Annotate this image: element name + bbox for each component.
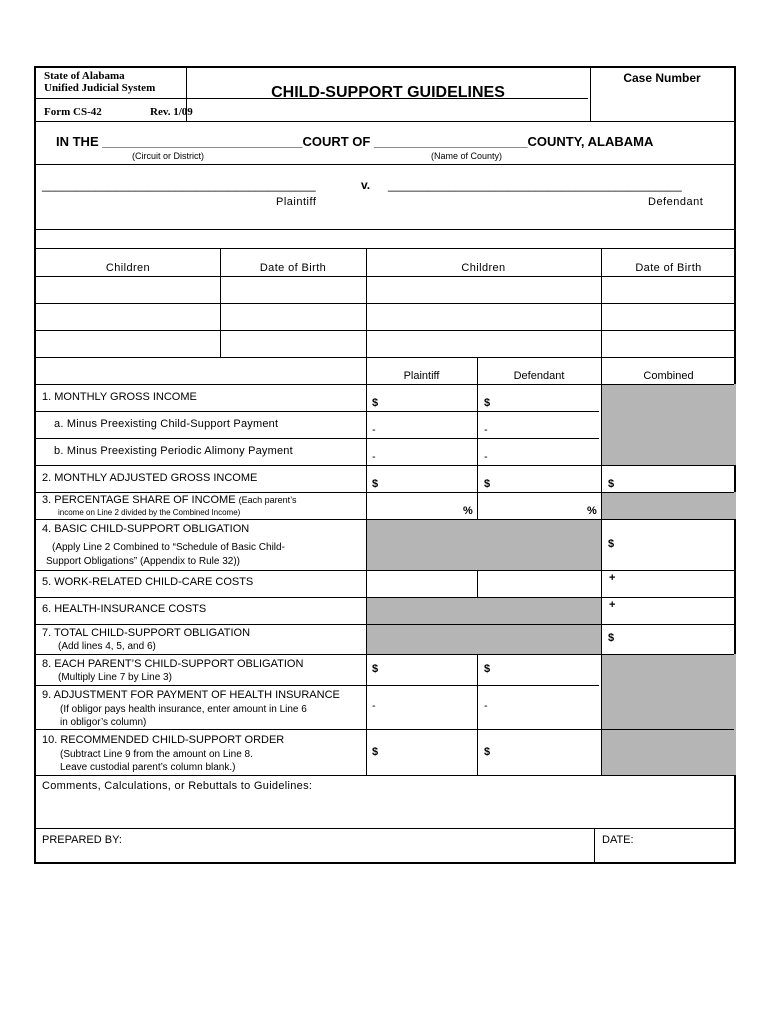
line-1b-plaintiff-minus: - [372, 451, 376, 463]
case-number-label: Case Number [623, 71, 701, 85]
line-1-plaintiff-input[interactable] [384, 388, 474, 410]
line-1a-defendant-minus: - [484, 424, 488, 436]
children-header-1: Children [105, 262, 151, 274]
line-1-defendant-input[interactable] [496, 388, 596, 410]
dob-header-2: Date of Birth [635, 262, 702, 274]
line-1a-label: a. Minus Preexisting Child-Support Payment [54, 418, 279, 430]
line-9-label: 9. ADJUSTMENT FOR PAYMENT OF HEALTH INSURANCE [42, 689, 340, 701]
line-7-combined-dollar: $ [608, 632, 615, 644]
line-6-combined-plus: + [609, 599, 616, 611]
row-line-6 [36, 624, 734, 625]
line-3-note-2: income on Line 2 divided by the Combined Income) [58, 508, 241, 517]
row-line-8 [36, 685, 599, 686]
plaintiff-column-header: Plaintiff [403, 370, 440, 382]
combined-column-header: Combined [643, 370, 694, 382]
court-type-input[interactable]: ______________________________ [102, 135, 303, 149]
versus-label: v. [361, 178, 371, 192]
comments-label: Comments, Calculations, or Rebuttals to Guidelines: [42, 780, 313, 792]
children-header-2: Children [461, 262, 506, 274]
line-8-plaintiff-dollar: $ [372, 663, 379, 675]
line-9-note-2: in obligor’s column) [60, 717, 147, 728]
form-title: CHILD-SUPPORT GUIDELINES [271, 84, 505, 101]
in-the-label: IN THE [56, 134, 99, 149]
parties-bottom-line [36, 229, 734, 230]
line-4-note-2: Support Obligations” (Appendix to Rule 32)) [46, 556, 240, 567]
line-2-defendant-dollar: $ [484, 478, 491, 490]
line-1a-plaintiff-minus: - [372, 424, 376, 436]
defendant-caption: Defendant [648, 196, 704, 208]
line-3-plaintiff-percent: % [463, 505, 473, 517]
circuit-district-caption: (Circuit or District) [132, 151, 204, 161]
line-3-defendant-percent: % [587, 505, 597, 517]
county-caption: (Name of County) [431, 151, 503, 161]
line-5-combined-plus: + [609, 572, 616, 584]
line-3-note-1: (Each parent’s [238, 495, 297, 505]
line-7-note: (Add lines 4, 5, and 6) [58, 641, 156, 652]
row-line-7 [36, 654, 734, 655]
line-1-plaintiff-dollar: $ [372, 397, 379, 409]
dob-header-1: Date of Birth [259, 262, 327, 274]
comments-bottom-line [36, 828, 734, 829]
children-row-line-4 [36, 357, 734, 358]
parents-shade-4 [367, 519, 601, 570]
children-row-line-2 [36, 303, 734, 304]
line-2-label: 2. MONTHLY ADJUSTED GROSS INCOME [42, 472, 258, 484]
row-line-2 [36, 492, 734, 493]
plaintiff-input[interactable]: _________________________________________ [42, 178, 316, 192]
line-1-label: 1. MONTHLY GROSS INCOME [42, 391, 197, 403]
row-line-9 [36, 729, 734, 730]
header-vline-right [590, 68, 591, 121]
line-10-note-1: (Subtract Line 9 from the amount on Line 8. [60, 749, 253, 760]
combined-shade-3 [602, 492, 736, 519]
line-10-note-2: Leave custodial parent’s column blank.) [60, 762, 236, 773]
line-1b-label: b. Minus Preexisting Periodic Alimony Payment [54, 445, 293, 457]
defendant-input[interactable]: ____________________________________________ [388, 178, 682, 192]
row-line-3 [36, 519, 734, 520]
prepared-by-input[interactable] [126, 830, 586, 860]
line-9-plaintiff-minus: - [372, 700, 376, 712]
county-alabama-label: COUNTY, ALABAMA [527, 134, 654, 149]
combined-shade-8-9 [602, 654, 736, 729]
line-4-label: 4. BASIC CHILD-SUPPORT OBLIGATION [42, 523, 250, 535]
line-1b-defendant-minus: - [484, 451, 488, 463]
line-9-note-1: (If obligor pays health insurance, enter amount in Line 6 [60, 704, 307, 715]
line-4-combined-dollar: $ [608, 538, 615, 550]
plaintiff-caption: Plaintiff [276, 196, 317, 208]
spacer-bottom-line [36, 248, 734, 249]
parents-shade-7 [367, 624, 601, 654]
line-8-defendant-dollar: $ [484, 663, 491, 675]
row-line-4 [36, 570, 734, 571]
line-3-title: 3. PERCENTAGE SHARE OF INCOME [42, 494, 236, 506]
line-2-plaintiff-dollar: $ [372, 478, 379, 490]
combined-shade-1-2 [602, 384, 736, 465]
line-1-defendant-dollar: $ [484, 397, 491, 409]
system-label: Unified Judicial System [44, 82, 156, 94]
line-6-label: 6. HEALTH-INSURANCE COSTS [42, 603, 207, 615]
row-line-1b [36, 465, 734, 466]
date-label: DATE: [602, 834, 634, 846]
court-of-label: COURT OF [302, 134, 371, 149]
form-number: Form CS-42 [44, 106, 102, 118]
comments-input[interactable] [42, 796, 730, 824]
row-line-1a [36, 438, 599, 439]
state-label: State of Alabama [44, 70, 125, 82]
combined-shade-10 [602, 729, 736, 775]
line-10-plaintiff-dollar: $ [372, 746, 379, 758]
line-3-label [42, 494, 297, 506]
line-5-label: 5. WORK-RELATED CHILD-CARE COSTS [42, 576, 254, 588]
line-9-defendant-minus: - [484, 700, 488, 712]
date-input[interactable] [640, 830, 730, 860]
row-line-1 [36, 411, 599, 412]
row-line-0 [36, 384, 734, 385]
header-bottom-line [36, 121, 734, 122]
form-revision: Rev. 1/09 [150, 106, 193, 118]
parents-shade-6 [367, 597, 601, 624]
court-line [56, 134, 653, 149]
line-8-label: 8. EACH PARENT’S CHILD-SUPPORT OBLIGATION [42, 658, 304, 670]
court-bottom-line [36, 164, 734, 165]
footer-vline [594, 828, 595, 864]
line-2-combined-dollar: $ [608, 478, 615, 490]
defendant-column-header: Defendant [513, 370, 565, 382]
county-name-input[interactable]: _______________________ [373, 135, 528, 149]
row-line-5 [36, 597, 734, 598]
line-10-label: 10. RECOMMENDED CHILD-SUPPORT ORDER [42, 734, 285, 746]
line-10-defendant-dollar: $ [484, 746, 491, 758]
children-row-line-3 [36, 330, 734, 331]
line-7-label: 7. TOTAL CHILD-SUPPORT OBLIGATION [42, 627, 251, 639]
row-line-10 [36, 775, 734, 776]
case-number-input[interactable] [592, 86, 732, 119]
line-4-note-1: (Apply Line 2 Combined to “Schedule of Basic Child- [52, 542, 285, 553]
line-8-note: (Multiply Line 7 by Line 3) [58, 672, 172, 683]
prepared-by-label: PREPARED BY: [42, 834, 122, 846]
child-support-form [34, 66, 736, 864]
children-row-line-1 [36, 276, 734, 277]
